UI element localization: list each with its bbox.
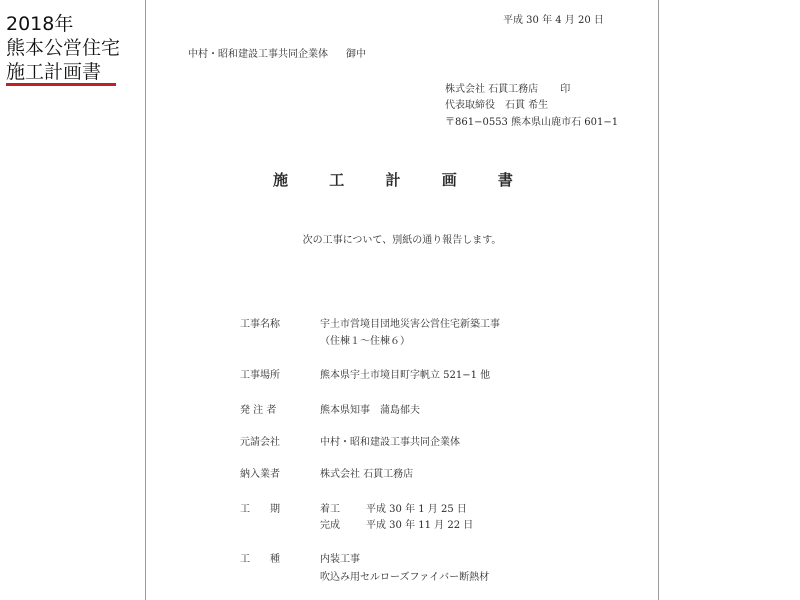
sender-company	[445, 80, 570, 95]
period-end-date: 平成 30 年 11 月 22 日	[366, 520, 474, 531]
sender-address: 〒861−0553 熊本県山鹿市石 601−1	[445, 117, 619, 128]
sender-company-name: 株式会社 石貫工務店	[445, 84, 539, 95]
period-end-label: 完成	[320, 520, 340, 531]
document-date: 平成 30 年 4 月 20 日	[503, 15, 604, 26]
period-start	[320, 500, 467, 515]
seal-mark: 印	[560, 84, 571, 95]
label-work-type: 工 種	[240, 554, 280, 565]
caption-year: 2018年	[6, 13, 74, 35]
value-project-place: 熊本県宇土市境目町字帆立 521−1 他	[320, 370, 491, 381]
period-end	[320, 516, 473, 531]
label-period: 工 期	[240, 504, 280, 515]
document-intro: 次の工事について、別紙の通り報告します。	[302, 235, 502, 246]
addressee-honorific: 御中	[346, 49, 366, 60]
label-project-name: 工事名称	[240, 319, 280, 330]
caption-underline	[6, 83, 116, 86]
value-project-name: 宇土市営境目団地災害公営住宅新築工事	[320, 319, 500, 330]
value-work-material: 吹込み用セルローズファイバー断熱材	[320, 572, 490, 583]
value-prime-contractor: 中村・昭和建設工事共同企業体	[320, 437, 460, 448]
label-orderer: 発 注 者	[240, 405, 277, 416]
value-project-scope: （住棟１～住棟６）	[320, 336, 410, 347]
addressee-name: 中村・昭和建設工事共同企業体	[188, 49, 328, 60]
document-page	[145, 0, 659, 600]
period-start-label: 着工	[320, 504, 340, 515]
value-work-type: 内装工事	[320, 554, 360, 565]
value-supplier: 株式会社 石貫工務店	[320, 469, 414, 480]
document-title: 施 工 計 画 書	[273, 171, 531, 189]
label-prime-contractor: 元請会社	[240, 437, 280, 448]
sender-representative: 代表取締役 石貫 希生	[445, 100, 549, 111]
period-start-date: 平成 30 年 1 月 25 日	[366, 504, 467, 515]
addressee	[188, 45, 366, 60]
label-supplier: 納入業者	[240, 469, 280, 480]
caption-doc-title: 施工計画書	[6, 61, 102, 83]
value-orderer: 熊本県知事 蒲島郁夫	[320, 405, 420, 416]
label-project-place: 工事場所	[240, 370, 280, 381]
caption-project: 熊本公営住宅	[6, 37, 121, 59]
slide-caption	[6, 12, 120, 84]
